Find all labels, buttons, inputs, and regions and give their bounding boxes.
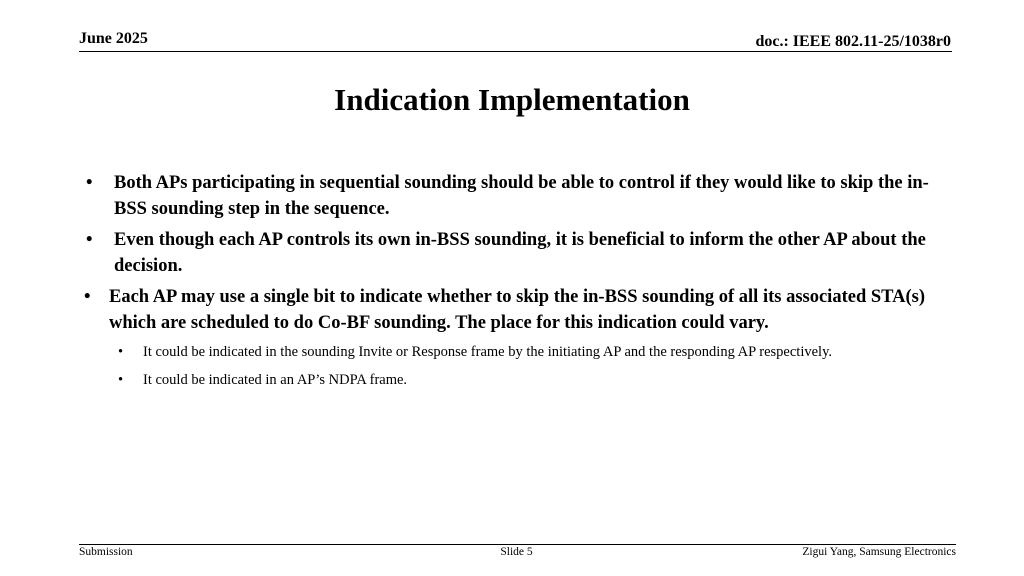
sub-bullet-item [80,370,950,391]
sub-bullet-item [80,342,950,363]
bullet-item [80,170,950,222]
bullet-list [80,170,950,398]
footer-submission: Submission [79,546,133,558]
slide-title: Indication Implementation [334,82,690,117]
bullet-marker: • [84,287,91,307]
header-doc-id: doc.: IEEE 802.11-25/1038r0 [755,33,951,50]
bullet-marker: • [86,230,93,250]
sub-bullet-marker: • [118,344,124,360]
bullet-text: Each AP may use a single bit to indicate whether to skip the in-BSS sounding of all its associated STA(s) which are scheduled to do Co-BF sounding. The place for this indication could vary. [109,287,925,333]
sub-bullet-text: It could be indicated in the sounding Invite or Response frame by the initiating AP and the responding AP respectively. [143,344,833,360]
bullet-text: Both APs participating in sequential sounding should be able to control if they would like to skip the in-BSS sounding step in the sequence. [114,173,929,219]
header-date: June 2025 [79,30,148,47]
footer-divider [79,544,956,545]
footer-author: Zigui Yang, Samsung Electronics [802,546,956,558]
bullet-text: Even though each AP controls its own in-BSS sounding, it is beneficial to inform the other AP about the decision. [114,230,926,276]
bullet-item [80,227,950,279]
bullet-marker: • [86,173,93,193]
header-divider [79,51,952,52]
bullet-item [80,284,950,336]
sub-bullet-marker: • [118,372,124,388]
sub-bullet-text: It could be indicated in an AP’s NDPA frame. [143,372,408,388]
footer-slide-number: Slide 5 [500,546,533,558]
